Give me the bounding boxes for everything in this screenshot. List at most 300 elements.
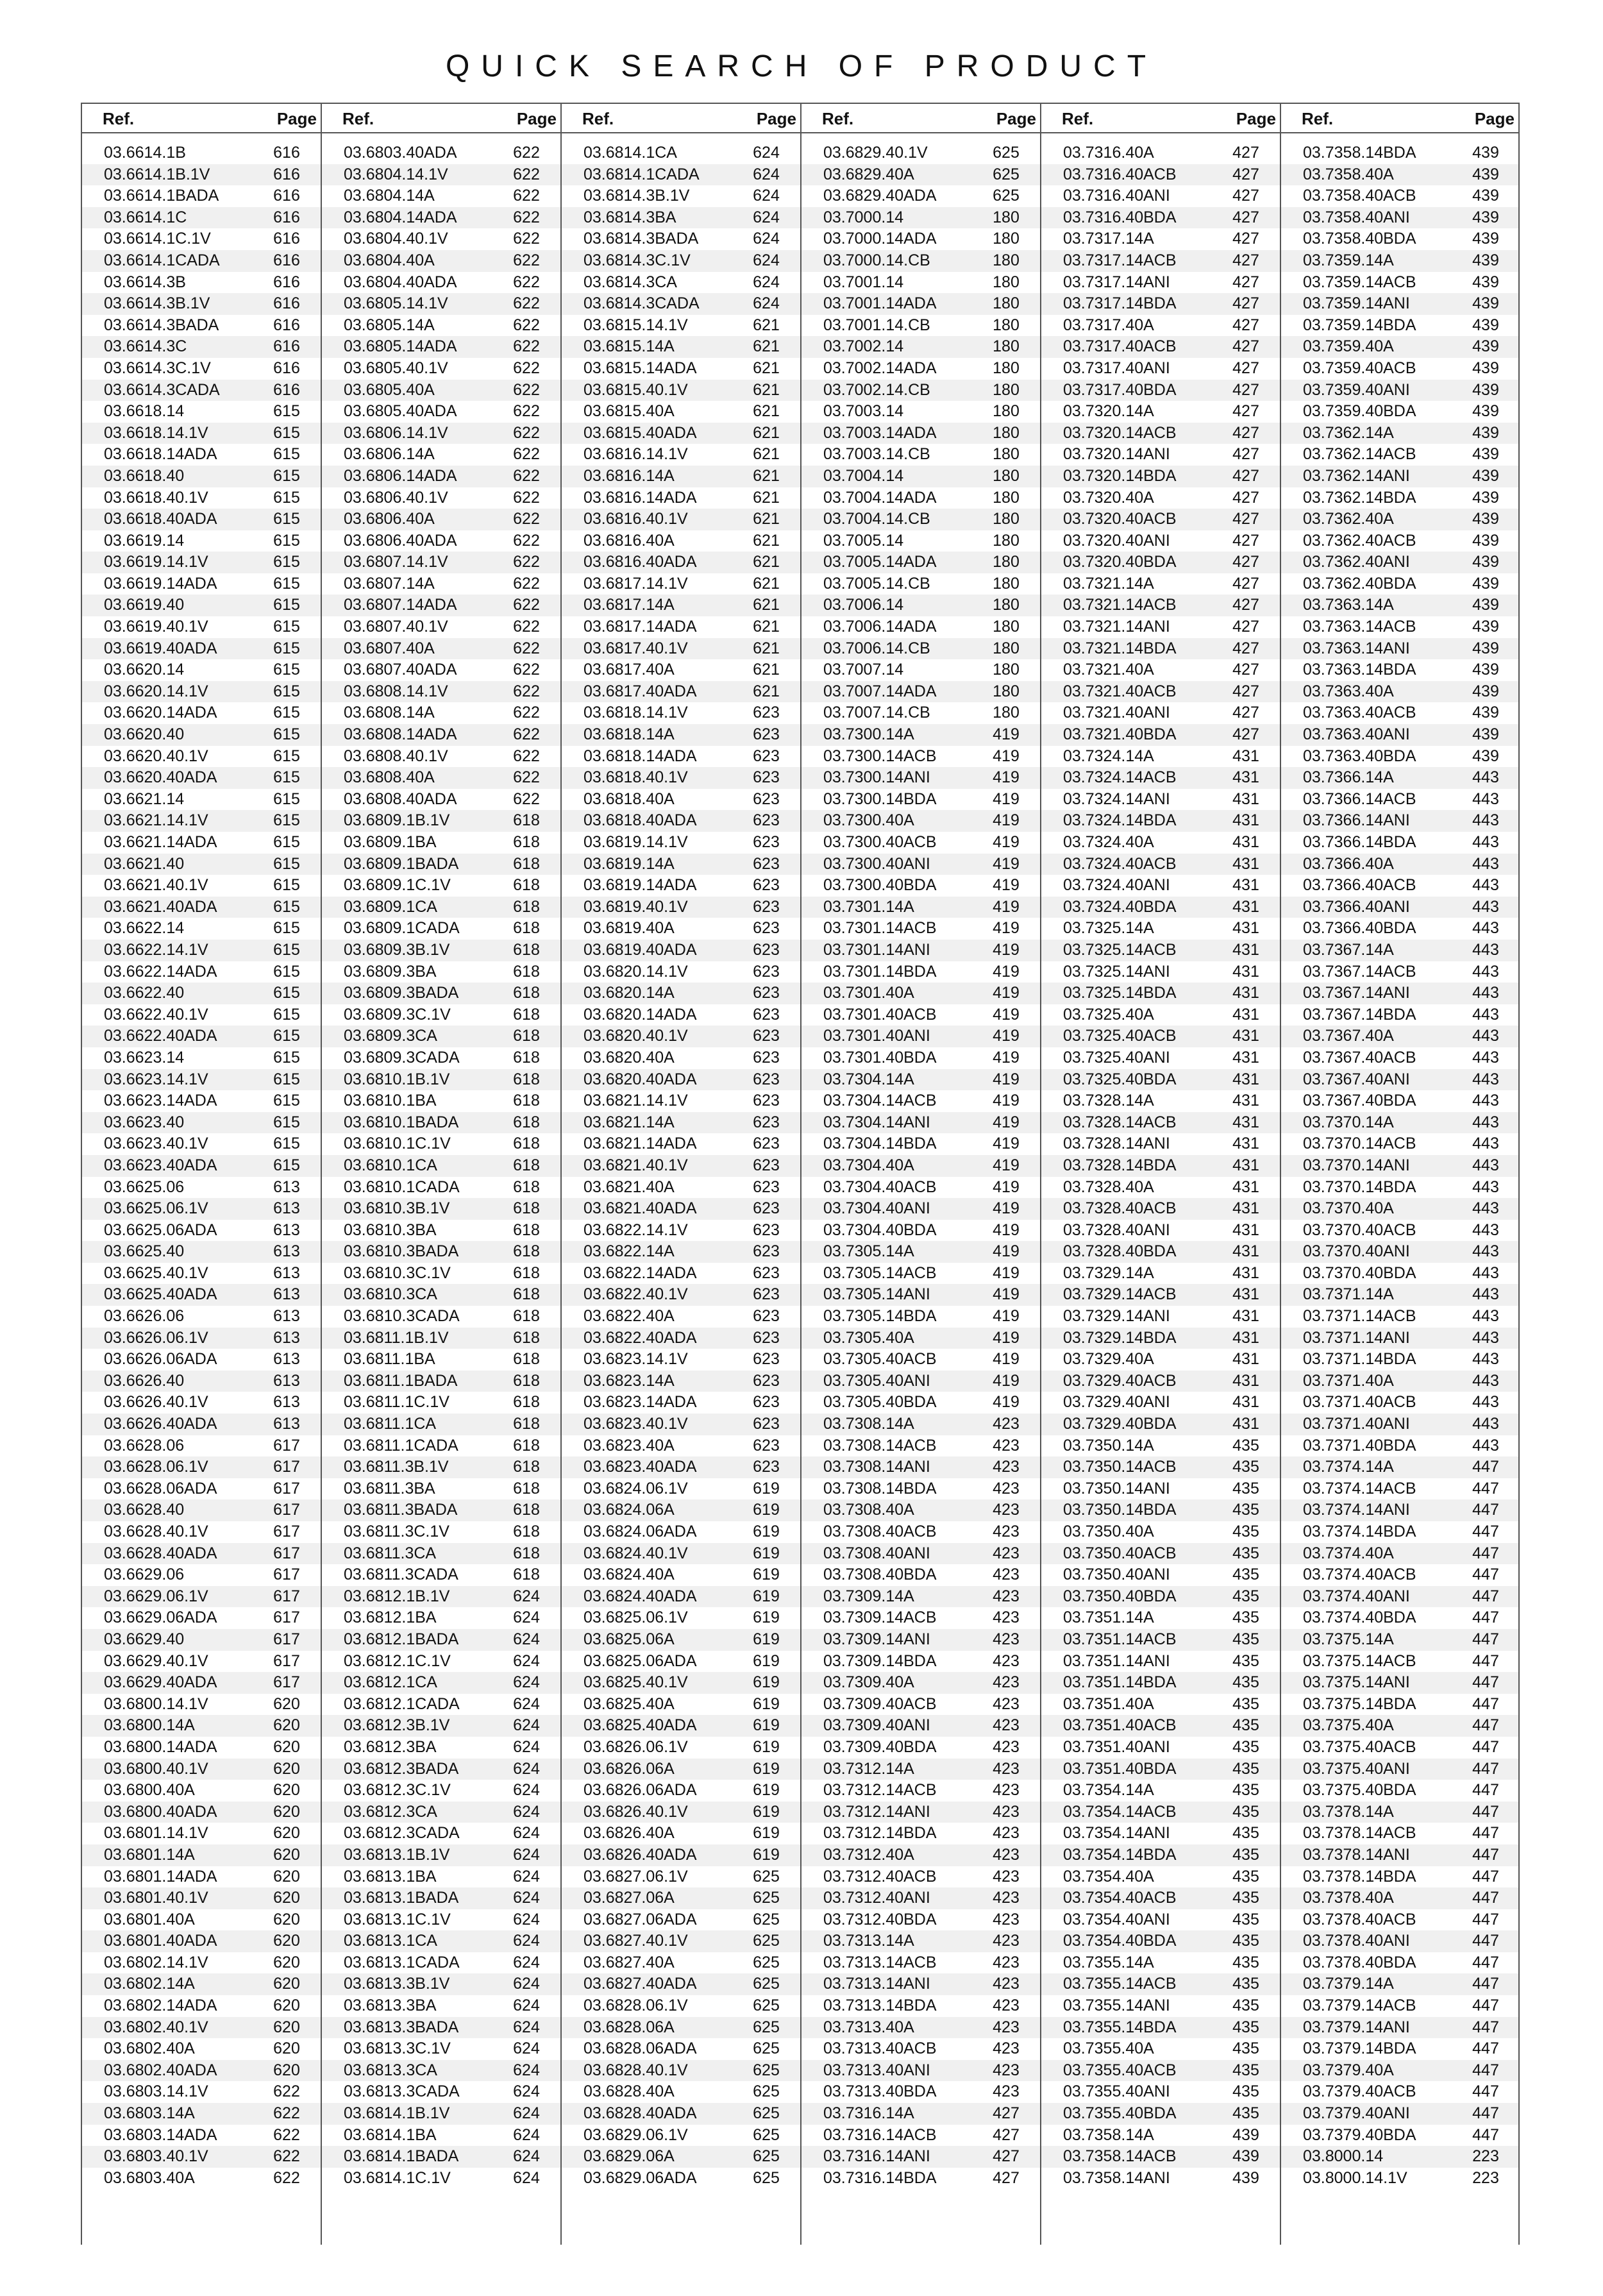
column-header [1281,103,1518,133]
product-ref: 03.7362.40A [1303,510,1394,528]
product-ref: 03.6622.14ADA [104,962,217,981]
table-row [1281,1759,1518,1780]
page-number: 618 [513,1242,540,1261]
product-ref: 03.7355.14A [1063,1953,1154,1971]
page-number: 427 [1232,423,1259,442]
page-number: 447 [1472,1566,1499,1584]
page-number: 423 [993,2039,1020,2058]
table-row [802,961,1040,983]
page-number: 439 [1472,747,1499,765]
table-row [562,573,800,595]
page-number: 624 [753,187,780,205]
product-ref: 03.7305.40A [823,1328,914,1347]
product-ref: 03.6628.06ADA [104,1479,217,1498]
table-row [1281,1651,1518,1673]
table-row [82,1133,321,1155]
table-row [82,875,321,897]
table-row [82,1047,321,1069]
product-ref: 03.7350.40A [1063,1523,1154,1541]
product-ref: 03.6629.06.1V [104,1587,208,1605]
table-row [802,1241,1040,1263]
page-number: 439 [1472,704,1499,722]
page-number: 624 [513,1737,540,1756]
product-ref: 03.7320.14ACB [1063,423,1177,442]
page-number: 616 [273,144,300,162]
table-row [802,1371,1040,1392]
page-number: 435 [1232,2018,1259,2036]
page-number: 622 [513,639,540,657]
product-ref: 03.7371.14ACB [1303,1307,1416,1326]
table-row [1281,1069,1518,1091]
table-row [322,336,560,358]
page-number: 447 [1472,1759,1499,1778]
table-row [322,142,560,164]
product-ref: 03.7316.14ACB [823,2125,937,2144]
page-number: 431 [1232,789,1259,808]
page-number: 615 [273,1027,300,1045]
column-rows [562,142,800,2189]
table-row [322,250,560,272]
table-row [562,1952,800,1974]
page-number: 622 [513,273,540,291]
product-ref: 03.7350.14A [1063,1436,1154,1455]
table-row [322,164,560,186]
table-row [322,1543,560,1565]
page-number: 613 [273,1263,300,1282]
table-row [82,1328,321,1349]
page-number: 423 [993,1889,1020,1907]
table-row [1281,1090,1518,1112]
product-ref: 03.7301.40A [823,984,914,1002]
product-ref: 03.7374.14A [1303,1458,1394,1476]
table-row [82,552,321,573]
table-row [1041,1973,1280,1995]
page-number: 439 [1472,725,1499,744]
product-ref: 03.7313.14BDA [823,1996,937,2015]
table-row [82,1349,321,1371]
page-number: 180 [993,639,1020,657]
table-row [1041,358,1280,380]
table-row [562,1349,800,1371]
page-number: 616 [273,380,300,399]
product-ref: 03.6820.40.1V [583,1027,688,1045]
product-ref: 03.6820.14ADA [583,1005,697,1024]
product-ref: 03.6807.40A [344,639,435,657]
page-number: 619 [753,1544,780,1562]
product-ref: 03.7362.14A [1303,423,1394,442]
page-number: 180 [993,251,1020,269]
page-number: 435 [1232,1651,1259,1670]
page-number: 431 [1232,1092,1259,1110]
page-number: 625 [753,2168,780,2187]
table-row [322,702,560,724]
page-number: 618 [513,984,540,1002]
table-row [322,746,560,768]
table-row [82,530,321,552]
page-number: 621 [753,574,780,593]
page-number: 435 [1232,1975,1259,1993]
product-ref: 03.7316.14BDA [823,2168,937,2187]
table-row [322,638,560,660]
product-ref: 03.7317.40BDA [1063,380,1177,399]
page-number: 423 [993,1694,1020,1713]
table-row [322,2038,560,2060]
product-ref: 03.7359.40ANI [1303,380,1410,399]
page-number: 431 [1232,1263,1259,1282]
table-row [1281,530,1518,552]
table-row [82,1909,321,1931]
page-number: 443 [1472,1307,1499,1326]
table-row [82,2146,321,2168]
page-number: 613 [273,1242,300,1261]
product-ref: 03.6622.40.1V [104,1005,208,1024]
product-ref: 03.6802.40.1V [104,2018,208,2036]
product-ref: 03.6809.3B.1V [344,940,450,959]
page-number: 623 [753,789,780,808]
table-row [82,509,321,530]
product-ref: 03.7300.40A [823,811,914,830]
product-ref: 03.6823.14.1V [583,1350,688,1369]
page-number: 447 [1472,1716,1499,1735]
product-ref: 03.6827.40ADA [583,1975,697,1993]
page-number: 623 [753,1307,780,1326]
table-row [1281,595,1518,616]
page-number: 180 [993,488,1020,507]
table-row [322,1284,560,1306]
page-number: 423 [993,1867,1020,1886]
page-number: 423 [993,1975,1020,1993]
table-row [1041,1651,1280,1673]
product-ref: 03.6814.3BADA [583,230,699,248]
product-ref: 03.7351.14ACB [1063,1630,1177,1648]
product-ref: 03.7375.14A [1303,1630,1394,1648]
page-number: 431 [1232,1285,1259,1304]
table-row [562,810,800,832]
page-number: 620 [273,1975,300,1993]
table-row [562,1737,800,1759]
page-number: 621 [753,510,780,528]
product-ref: 03.7379.14ACB [1303,1996,1416,2015]
product-ref: 03.6811.1CA [344,1415,437,1433]
product-ref: 03.6619.40ADA [104,639,217,657]
column-header [322,103,560,133]
page-number: 619 [753,1479,780,1498]
table-row [1041,961,1280,983]
product-ref: 03.6814.3C.1V [583,251,691,269]
product-ref: 03.7359.14A [1303,251,1394,269]
table-row [322,875,560,897]
table-row [562,380,800,401]
table-row [1041,1909,1280,1931]
page-number: 423 [993,1544,1020,1562]
page-number: 443 [1472,1263,1499,1282]
table-row [562,1694,800,1716]
page-number: 624 [753,251,780,269]
table-row [1281,207,1518,229]
page-number: 431 [1232,940,1259,959]
page-number: 431 [1232,897,1259,916]
page-number: 623 [753,897,780,916]
product-ref: 03.7308.14ANI [823,1458,930,1476]
table-row [1041,1241,1280,1263]
page-number: 427 [1232,251,1259,269]
table-row [562,1823,800,1844]
product-ref: 03.6820.40ADA [583,1070,697,1088]
table-row [322,358,560,380]
product-ref: 03.7370.40A [1303,1199,1394,1218]
product-ref: 03.6625.40.1V [104,1263,208,1282]
page-number: 624 [513,1867,540,1886]
page-number: 618 [513,1113,540,1131]
table-row [1041,1995,1280,2017]
product-ref: 03.6810.3BADA [344,1242,459,1261]
table-row [322,380,560,401]
page-number: 625 [753,1953,780,1971]
product-ref: 03.7359.14ACB [1303,273,1416,291]
table-row [322,595,560,616]
page-number: 443 [1472,962,1499,981]
table-row [1281,638,1518,660]
page-number: 619 [753,1566,780,1584]
table-row [562,1930,800,1952]
product-ref: 03.6813.1CA [344,1932,437,1950]
product-ref: 03.6815.14A [583,337,675,356]
page-number: 615 [273,402,300,421]
table-row [802,1263,1040,1285]
product-ref: 03.6805.14A [344,316,435,334]
product-ref: 03.6827.40A [583,1953,675,1971]
table-row [82,1995,321,2017]
product-ref: 03.6808.14A [344,704,435,722]
product-ref: 03.7317.40ACB [1063,337,1177,356]
page-number: 435 [1232,1694,1259,1713]
table-row [322,530,560,552]
page-number: 427 [993,2104,1020,2123]
page-number: 419 [993,1328,1020,1347]
page-number: 619 [753,1630,780,1648]
page-number: 427 [1232,639,1259,657]
page-number: 435 [1232,2039,1259,2058]
product-ref: 03.7363.14ANI [1303,639,1410,657]
product-ref: 03.7325.14ACB [1063,940,1177,959]
page-number: 443 [1472,1393,1499,1412]
table-row [1281,1694,1518,1716]
product-ref: 03.6620.40ADA [104,768,217,787]
page-number: 447 [1472,2039,1499,2058]
product-ref: 03.7002.14ADA [823,359,937,377]
page-number: 419 [993,1092,1020,1110]
product-ref: 03.6801.14.1V [104,1824,208,1843]
page-number: 613 [273,1371,300,1390]
product-ref: 03.6619.14 [104,531,185,550]
table-row [1281,940,1518,961]
product-ref: 03.7004.14 [823,466,904,485]
table-row [1041,832,1280,854]
product-ref: 03.6812.1C.1V [344,1651,451,1670]
table-row [802,142,1040,164]
table-row [802,444,1040,466]
ref-header: Ref. [1062,109,1094,128]
page-number: 613 [273,1415,300,1433]
table-row [1281,1026,1518,1047]
product-ref: 03.7378.40ANI [1303,1932,1410,1950]
table-row [802,1435,1040,1457]
page-number: 615 [273,1156,300,1174]
page-number: 423 [993,2082,1020,2101]
page-number: 180 [993,380,1020,399]
page-number: 624 [513,1716,540,1735]
table-row [802,466,1040,487]
page-number: 431 [1232,1199,1259,1218]
table-row [1041,2017,1280,2039]
page-number: 447 [1472,2082,1499,2101]
table-row [1041,1435,1280,1457]
product-ref: 03.6827.06.1V [583,1867,688,1886]
table-row [1041,142,1280,164]
product-ref: 03.6803.40ADA [344,144,457,162]
table-row [1281,2125,1518,2147]
product-ref: 03.6800.14.1V [104,1694,208,1713]
table-row [1041,380,1280,401]
product-ref: 03.6825.06A [583,1630,675,1648]
page-number: 613 [273,1199,300,1218]
table-row [1281,509,1518,530]
product-ref: 03.6626.06 [104,1307,185,1326]
page-number: 447 [1472,1651,1499,1670]
table-row [322,918,560,940]
table-row [1041,918,1280,940]
table-row [322,1478,560,1500]
table-row [82,1780,321,1802]
page-number: 447 [1472,1953,1499,1971]
product-ref: 03.6802.40ADA [104,2061,217,2079]
table-row [82,2038,321,2060]
table-row [82,897,321,918]
page-number: 443 [1472,1242,1499,1261]
table-row [1041,1133,1280,1155]
page-number: 621 [753,553,780,571]
product-ref: 03.6813.1BADA [344,1889,459,1907]
page-number: 423 [993,1953,1020,1971]
page-number: 625 [753,1996,780,2015]
page-number: 616 [273,230,300,248]
page-number: 618 [513,1415,540,1433]
product-ref: 03.6614.3CADA [104,380,220,399]
page-number: 616 [273,165,300,183]
page-number: 223 [1472,2147,1499,2166]
product-ref: 03.7370.40ACB [1303,1220,1416,1239]
product-ref: 03.7358.14BDA [1303,144,1416,162]
product-ref: 03.6823.40A [583,1436,675,1455]
product-ref: 03.6819.40.1V [583,897,688,916]
table-row [1281,1241,1518,1263]
table-row [322,767,560,789]
table-row [1041,1478,1280,1500]
table-row [322,1651,560,1673]
product-ref: 03.6817.14.1V [583,574,688,593]
page-number: 621 [753,337,780,356]
table-row [322,509,560,530]
table-row [562,875,800,897]
product-ref: 03.6828.40.1V [583,2061,688,2079]
page-number: 443 [1472,1199,1499,1218]
product-ref: 03.7317.40A [1063,316,1154,334]
table-row [82,1672,321,1694]
table-row [562,530,800,552]
page-number: 423 [993,2018,1020,2036]
product-ref: 03.7367.40ANI [1303,1070,1410,1088]
table-row [1281,724,1518,746]
table-row [802,1672,1040,1694]
page-number: 615 [273,466,300,485]
page-number: 623 [753,747,780,765]
product-ref: 03.6805.40.1V [344,359,448,377]
table-row [1281,1004,1518,1026]
product-ref: 03.6621.40 [104,854,185,873]
product-ref: 03.6822.14.1V [583,1220,688,1239]
table-row [322,1887,560,1909]
table-row [1281,1155,1518,1177]
page-number: 431 [1232,919,1259,938]
product-ref: 03.6805.14ADA [344,337,457,356]
product-ref: 03.7305.14A [823,1242,914,1261]
page-header: Page [276,109,317,128]
table-row [82,1694,321,1716]
product-ref: 03.6803.40.1V [104,2147,208,2166]
page-number: 435 [1232,1523,1259,1541]
page-number: 618 [513,1199,540,1218]
product-ref: 03.7313.40BDA [823,2082,937,2101]
product-ref: 03.6827.06A [583,1889,675,1907]
table-row [1041,897,1280,918]
table-row [82,638,321,660]
product-ref: 03.6817.40A [583,661,675,679]
table-row [1281,1586,1518,1608]
page-number: 623 [753,1156,780,1174]
table-row [1281,1802,1518,1823]
table-row [1041,1328,1280,1349]
product-ref: 03.6815.40ADA [583,423,697,442]
table-row [1041,1543,1280,1565]
table-row [562,961,800,983]
table-row [802,1220,1040,1242]
page-number: 439 [1472,574,1499,593]
table-row [562,1802,800,1823]
product-ref: 03.6614.1BADA [104,187,219,205]
page-number: 427 [993,2147,1020,2166]
page-number: 624 [513,1996,540,2015]
table-row [802,1973,1040,1995]
table-row [82,164,321,186]
page-number: 615 [273,531,300,550]
page-number: 427 [1232,553,1259,571]
product-ref: 03.6828.06A [583,2018,675,2036]
page-number: 616 [273,251,300,269]
page-number: 623 [753,984,780,1002]
table-row [1281,573,1518,595]
page-number: 613 [273,1220,300,1239]
page-number: 439 [1472,618,1499,636]
table-row [322,1328,560,1349]
table-row [802,1737,1040,1759]
page-number: 439 [1472,251,1499,269]
page-number: 624 [513,1845,540,1864]
product-ref: 03.7374.14ACB [1303,1479,1416,1498]
table-row [1041,1499,1280,1521]
table-row [802,854,1040,875]
product-ref: 03.7371.14BDA [1303,1350,1416,1369]
product-ref: 03.6814.1CA [583,144,677,162]
